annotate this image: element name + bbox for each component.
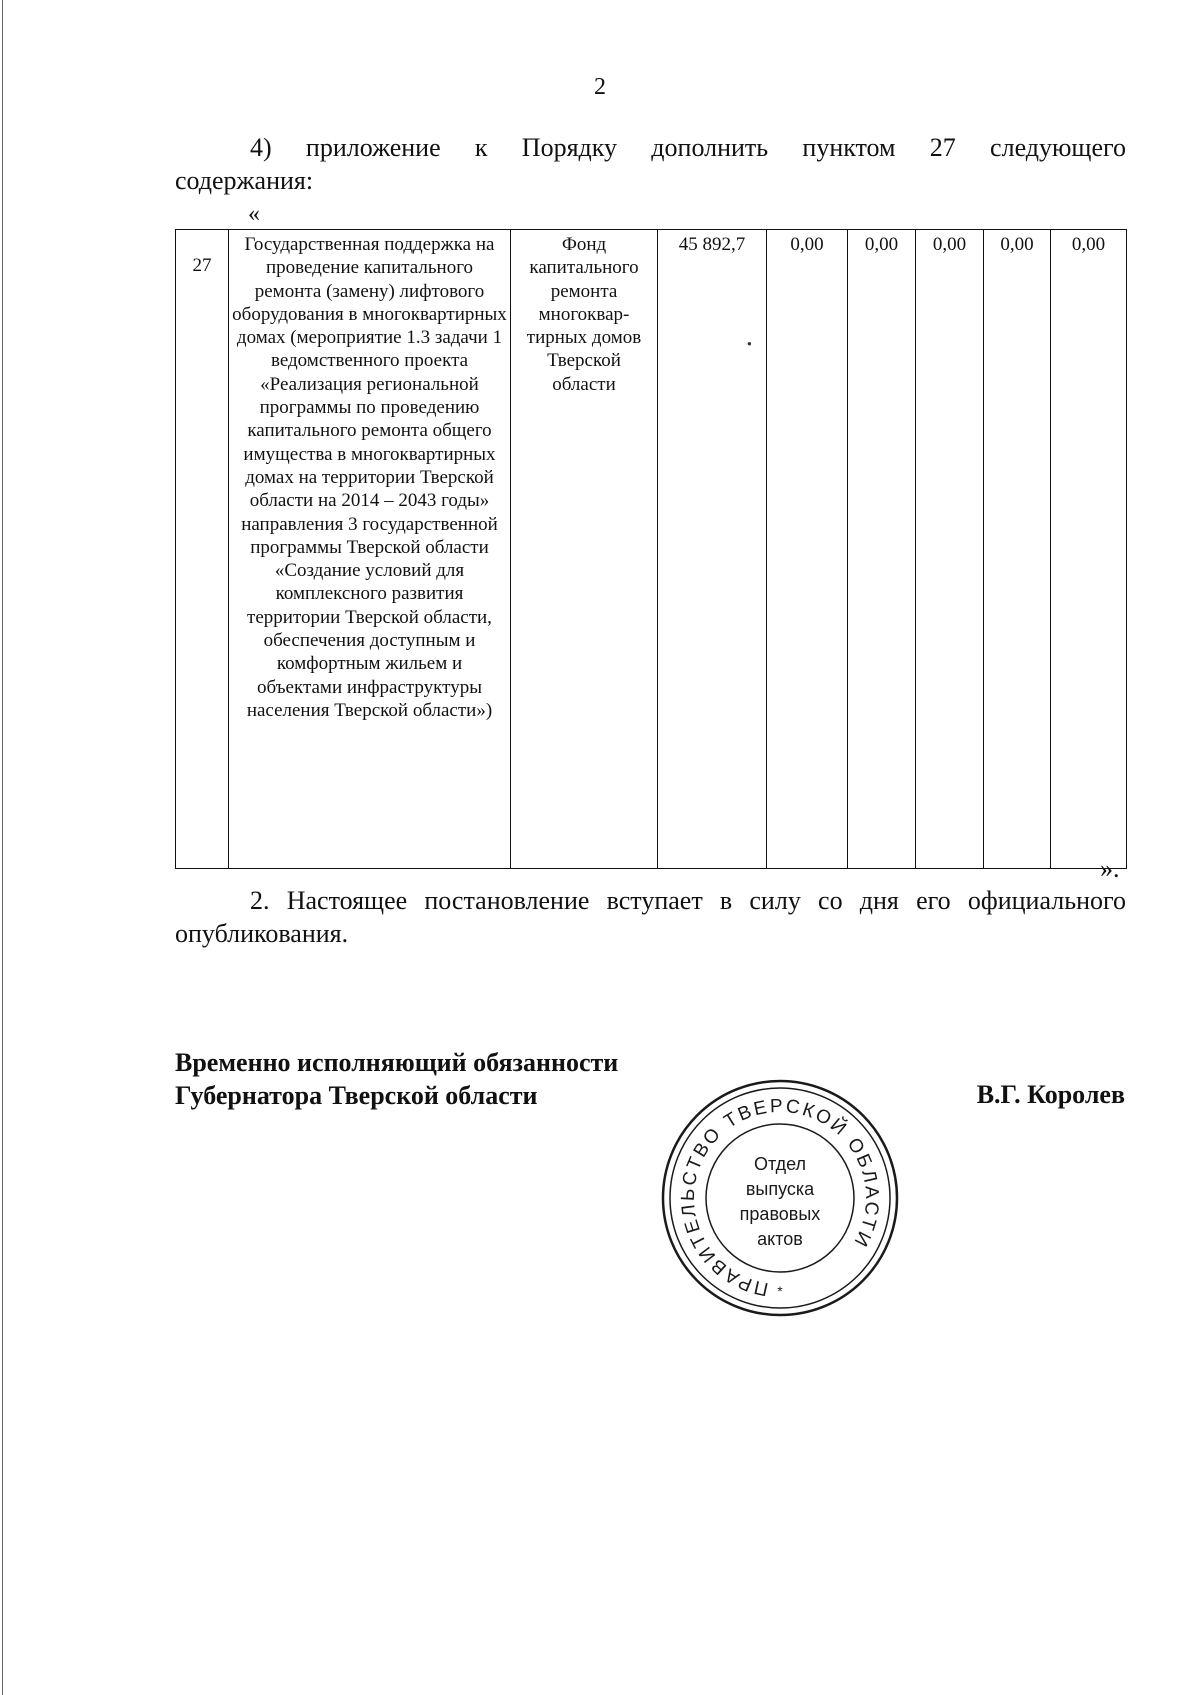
seal-center-text [660,1152,900,1252]
page-number: 2 [594,74,606,100]
table-row [176,230,1127,869]
amount-cell: 45 892,7 [658,230,767,869]
opening-quote: « [248,201,260,227]
scan-speck: ● [747,339,752,348]
seal-line: выпуска [745,1179,815,1199]
seal-ring-text: ПРАВИТЕЛЬСТВО ТВЕРСКОЙ ОБЛАСТИ [677,1095,883,1300]
value-cell: 0,00 [1051,230,1127,869]
row-number-cell: 27 [176,230,229,869]
item2-line1: 2. Настоящее постановление вступает в силу со дня его официального [250,886,1126,915]
item4-paragraph [175,131,1126,197]
signatory-name: В.Г. Королев [976,1080,1125,1109]
official-seal [660,1078,900,1318]
seal-line: актов [757,1229,803,1249]
item2-paragraph [175,884,1126,950]
closing-quote: ». [1100,854,1120,883]
value-cell: 0,00 [916,230,984,869]
item4-line1: 4) приложение к Порядку дополнить пунктом 27 следующего [250,133,1126,162]
value-cell: 0,00 [767,230,848,869]
signatory-title [175,1046,618,1112]
scan-edge [2,0,3,1695]
seal-line: правовых [739,1204,821,1224]
executor-cell: Фонд капитального ремонта многоквар-тирных домов Тверской области [511,230,658,869]
signatory-title-line1: Временно исполняющий обязанности [175,1048,619,1077]
seal-line: Отдел [753,1154,807,1174]
amendment-table [175,229,1127,869]
value-cell: 0,00 [848,230,916,869]
signatory-title-line2: Губернатора Тверской области [175,1081,538,1110]
item4-line2: содержания: [175,166,314,195]
value-cell: 0,00 [984,230,1051,869]
seal-star: * [777,1283,783,1299]
item2-line2: опубликования. [175,919,349,948]
measure-description-cell: Государственная поддержка на проведение капитального ремонта (замену) лифтового оборудования в многоквартирных домах (мероприятие 1.3 задачи 1 ведомственного проекта «Реализация региональной программы по проведению капитального ремонта общего имущества в многоквартирных домах на территории Тверской области на 2014 – 2043 годы» направления 3 государственной программы Тверской области «Создание условий для комплексного развития территории Тверской области, обеспечения доступным и комфортным жильем и объектами инфраструктуры населения Тверской области») [229,230,511,869]
